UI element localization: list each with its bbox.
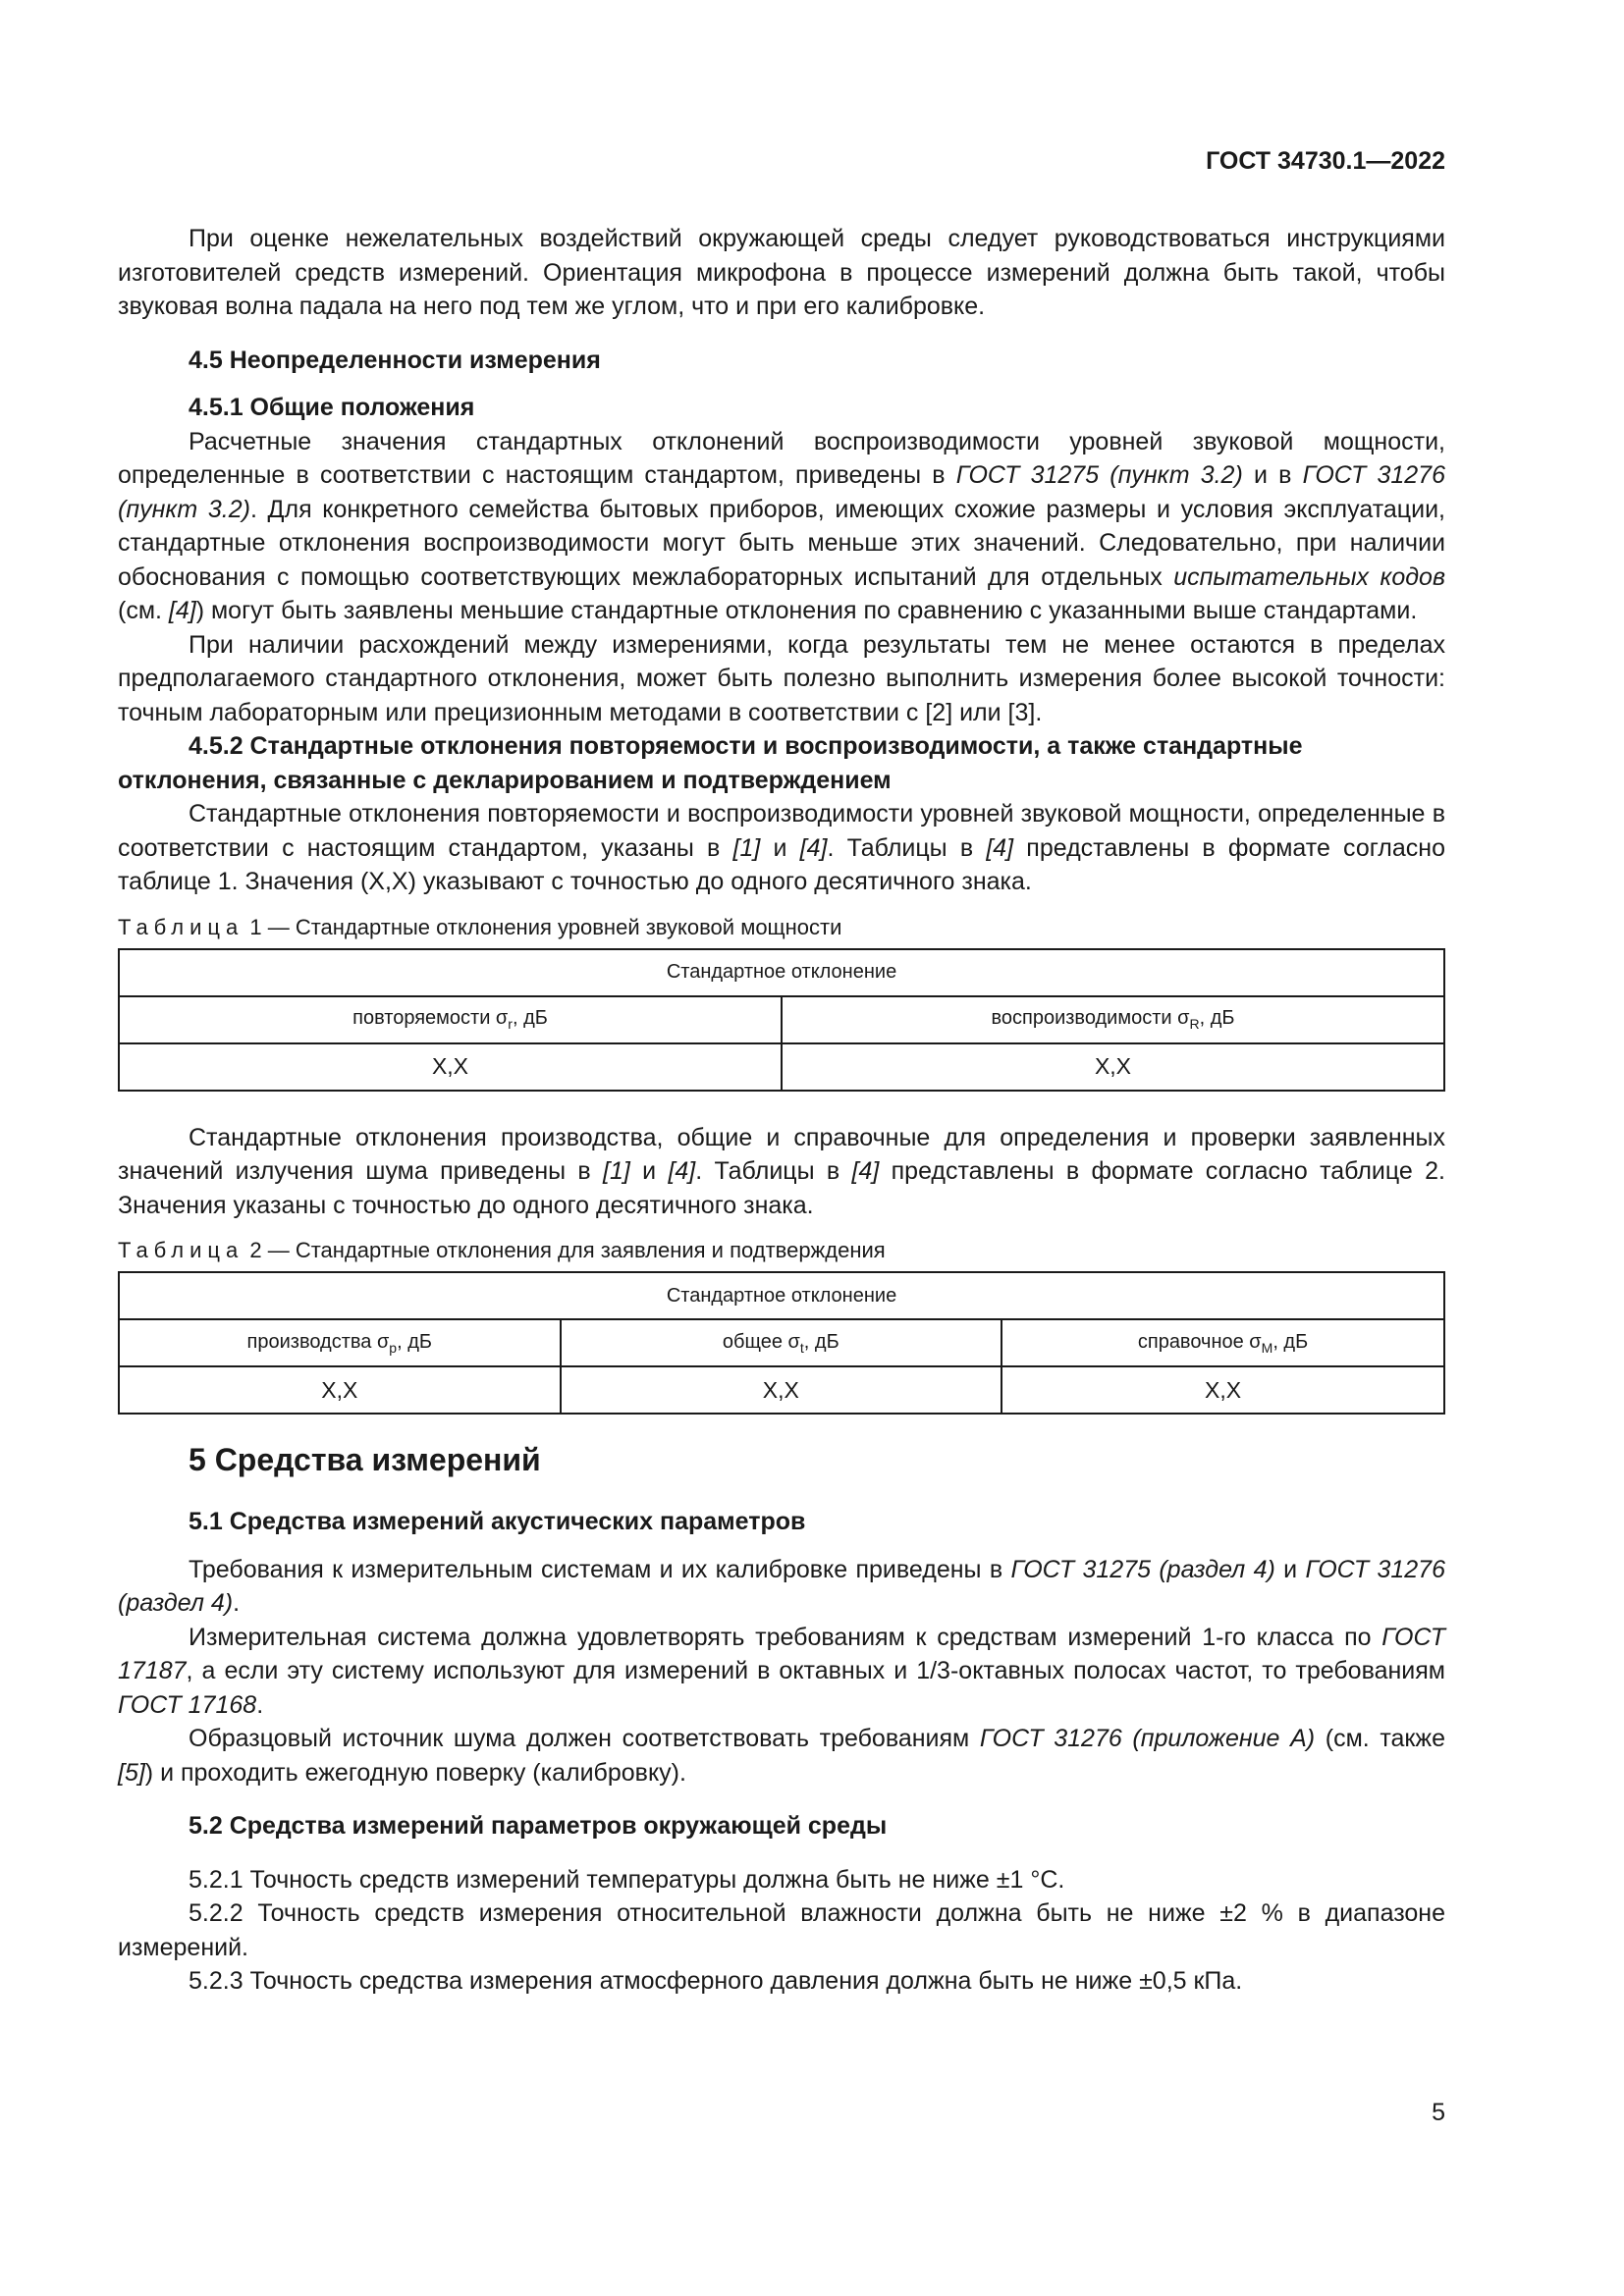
paragraph-5-1-a: Требования к измерительным системам и их калибровке приведены в ГОСТ 31275 (раздел 4) и ГОСТ 31276 (раздел 4). — [118, 1555, 1445, 1617]
table-1-header: Стандартное отклонение — [119, 949, 1444, 996]
table-2-value-1: X,X — [119, 1366, 561, 1414]
table-1 — [118, 948, 1445, 1092]
paragraph-4-5-1-b: При наличии расхождений между измерениями, когда результаты тем не менее остаются в пределах предполагаемого стандартного отклонения, может быть полезно выполнить измерения более высокой точности: точным лабораторным или прецизионным методами в соответствии с [2] или [3]. — [118, 630, 1445, 726]
ref-4: [4] — [168, 597, 196, 624]
section-4-5-2-title: 4.5.2 Стандартные отклонения повторяемости и воспроизводимости, а также стандартные отклонения, связанные с декларированием и подтверждением — [118, 732, 1303, 794]
paragraph-5-2-1: 5.2.1 Точность средств измерений температуры должна быть не ниже ±1 °С. — [189, 1865, 1065, 1894]
paragraph-5-2-2: 5.2.2 Точность средств измерения относительной влажности должна быть не ниже ±2 % в диапазоне измерений. — [118, 1899, 1445, 1961]
table-1-col-repeatability: повторяемости $\sigma_r$, дБ — [119, 996, 782, 1043]
section-5-1-title: 5.1 Средства измерений акустических параметров — [189, 1508, 806, 1535]
ref-test-codes: испытательных кодов — [1173, 562, 1445, 591]
table-2-header: Стандартное отклонение — [119, 1272, 1444, 1319]
table-2 — [118, 1271, 1445, 1415]
table-2-col-reference: справочное $\sigma_M$, дБ — [1001, 1319, 1444, 1366]
ref-gost-31275: ГОСТ 31275 (пункт 3.2) — [955, 461, 1243, 489]
document-id-header: ГОСТ 34730.1—2022 — [1206, 147, 1445, 175]
paragraph-5-2-3: 5.2.3 Точность средства измерения атмосферного давления должна быть не ниже ±0,5 кПа. — [189, 1967, 1243, 1995]
paragraph-4-5-1-a: Расчетные значения стандартных отклонений воспроизводимости уровней звуковой мощности, определенные в соответствии с настоящим стандартом, приведены в ГОСТ 31275 (пункт 3.2) и в ГОСТ 31276 (пункт 3.2). Для конкретного семейства бытовых приборов, имеющих схожие размеры и условия эксплуатации, стандартные отклонения воспроизводимости могут быть меньше этих значений. Следовательно, при наличии обоснования с помощью соответствующих межлабораторных испытаний для отдельных испытательных кодов (см. [4]) могут быть заявлены меньшие стандартные отклонения по сравнению с указанными выше стандартами. — [118, 427, 1445, 624]
intro-paragraph: При оценке нежелательных воздействий окружающей среды следует руководствоваться инструкциями изготовителей средств измерений. Ориентация микрофона в процессе измерений должна быть такой, чтобы звуковая волна падала на него под тем же углом, что и при его калибровке. — [118, 225, 1445, 320]
table-2-caption: Таблица 2 — Стандартные отклонения для заявления и подтверждения — [118, 1238, 886, 1262]
paragraph-5-1-b: Измерительная система должна удовлетворять требованиям к средствам измерений 1-го класса по ГОСТ 17187, а если эту систему используют для измерений в октавных и 1/3-октавных полосах частот, то требованиям ГОСТ 17168. — [118, 1623, 1445, 1719]
table-1-value-1: X,X — [119, 1043, 782, 1091]
section-5-2-title: 5.2 Средства измерений параметров окружающей среды — [189, 1812, 888, 1840]
table-1-caption: Таблица 1 — Стандартные отклонения уровней звуковой мощности — [118, 914, 842, 939]
table-1-value-2: X,X — [782, 1043, 1444, 1091]
paragraph-4-5-2: Стандартные отклонения повторяемости и воспроизводимости уровней звуковой мощности, определенные в соответствии с настоящим стандартом, указаны в [1] и [4]. Таблицы в [4] представлены в формате согласно таблице 1. Значения (X,X) указывают с точностью до одного десятичного знака. — [118, 800, 1446, 895]
table-2-value-2: X,X — [561, 1366, 1002, 1414]
table-2-col-total: общее $\sigma_t$, дБ — [561, 1319, 1002, 1366]
table-2-col-production: производства $\sigma_p$, дБ — [119, 1319, 561, 1366]
paragraph-5-1-c: Образцовый источник шума должен соответствовать требованиям ГОСТ 31276 (приложение А) (см. также [5]) и проходить ежегодную поверку (калибровку). — [118, 1725, 1445, 1787]
section-4-5-1-title: 4.5.1 Общие положения — [189, 394, 475, 421]
page-number: 5 — [1432, 2099, 1445, 2126]
section-4-5-title: 4.5 Неопределенности измерения — [189, 346, 601, 374]
table-1-col-reproducibility: воспроизводимости $\sigma_R$, дБ — [782, 996, 1444, 1043]
section-5-title: 5 Средства измерений — [189, 1442, 541, 1477]
paragraph-table-2-intro: Стандартные отклонения производства, общие и справочные для определения и проверки заявленных значений излучения шума приведены в [1] и [4]. Таблицы в [4] представлены в формате согласно таблице 2. Значения указаны с точностью до одного десятичного знака. — [118, 1123, 1445, 1219]
table-2-value-3: X,X — [1001, 1366, 1444, 1414]
page-content — [118, 222, 1445, 1999]
ref-gost-31276: ГОСТ 31276 (пункт 3.2) — [118, 461, 1445, 523]
